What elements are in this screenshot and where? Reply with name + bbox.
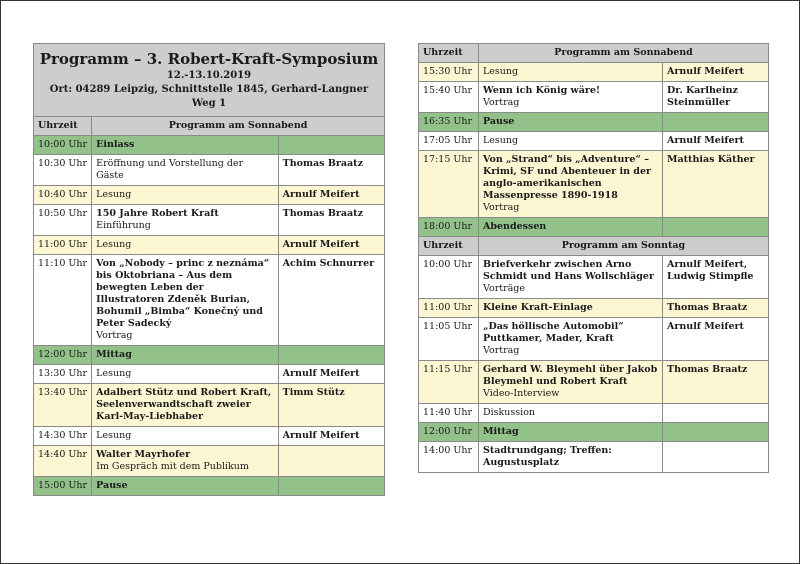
schedule-row — [419, 218, 769, 237]
schedule-time: 11:15 Uhr — [419, 361, 479, 404]
schedule-row — [34, 446, 385, 477]
schedule-row — [34, 205, 385, 236]
time-column-header: Uhrzeit — [419, 44, 479, 63]
schedule-time: 10:00 Uhr — [419, 256, 479, 299]
schedule-row — [34, 365, 385, 384]
schedule-item — [479, 82, 663, 113]
schedule-item — [479, 442, 663, 473]
schedule-time: 11:00 Uhr — [34, 236, 92, 255]
schedule-item-type: Vortrag — [483, 97, 520, 108]
schedule-speaker: Thomas Braatz — [278, 205, 384, 236]
schedule-row — [34, 427, 385, 446]
schedule-item — [92, 365, 279, 384]
schedule-time: 15:40 Uhr — [419, 82, 479, 113]
schedule-time: 11:10 Uhr — [34, 255, 92, 346]
schedule-row — [34, 186, 385, 205]
schedule-item-title: Mittag — [96, 349, 132, 360]
schedule-item-title: Pause — [483, 116, 515, 127]
schedule-time: 14:00 Uhr — [419, 442, 479, 473]
schedule-item — [92, 255, 279, 346]
schedule-speaker: Arnulf Meifert, Ludwig Stimpfle — [663, 256, 769, 299]
schedule-item-title: Gerhard W. Bleymehl über Jakob Bleymehl und Robert Kraft — [483, 364, 658, 387]
schedule-item — [92, 384, 279, 427]
schedule-row — [419, 299, 769, 318]
schedule-row — [419, 82, 769, 113]
schedule-row — [34, 477, 385, 496]
schedule-row — [34, 136, 385, 155]
schedule-item-title: Diskussion — [483, 407, 536, 418]
schedule-row — [34, 384, 385, 427]
schedule-speaker: Thomas Braatz — [663, 361, 769, 404]
schedule-speaker: Arnulf Meifert — [663, 132, 769, 151]
schedule-item — [479, 218, 663, 237]
schedule-row — [34, 255, 385, 346]
schedule-item-type: Vorträge — [483, 283, 525, 294]
table-header-sunday — [419, 237, 769, 256]
schedule-item-title: Mittag — [483, 426, 519, 437]
schedule-time: 10:50 Uhr — [34, 205, 92, 236]
schedule-time: 16:35 Uhr — [419, 113, 479, 132]
schedule-item — [92, 186, 279, 205]
schedule-item-type: Einführung — [96, 220, 151, 231]
schedule-item-type: Vortrag — [96, 330, 133, 341]
schedule-item — [92, 236, 279, 255]
schedule-item-title: Lesung — [483, 66, 519, 77]
schedule-row — [419, 318, 769, 361]
schedule-speaker: Achim Schnurrer — [278, 255, 384, 346]
schedule-row — [419, 442, 769, 473]
schedule-item — [479, 63, 663, 82]
schedule-item-type: Im Gespräch mit dem Publikum — [96, 461, 249, 472]
schedule-time: 10:40 Uhr — [34, 186, 92, 205]
schedule-time: 18:00 Uhr — [419, 218, 479, 237]
schedule-speaker: Timm Stütz — [278, 384, 384, 427]
event-dates: 12.-13.10.2019 — [166, 70, 252, 81]
schedule-row — [419, 63, 769, 82]
schedule-item-title: Lesung — [483, 135, 519, 146]
schedule-speaker: Arnulf Meifert — [278, 186, 384, 205]
program-title-block — [34, 44, 385, 117]
schedule-time: 17:15 Uhr — [419, 151, 479, 218]
schedule-speaker — [278, 477, 384, 496]
schedule-item-title: „Das höllische Automobil“ Puttkamer, Mader, Kraft — [483, 321, 624, 344]
table-header-saturday — [34, 117, 385, 136]
schedule-item-title: Von „Nobody – princ z neznáma“ bis Oktobriana – Aus dem bewegten Leben der Illustratoren Zdeněk Burian, Bohumil „Bimba“ Konečný und Peter Sadecký — [96, 258, 270, 329]
schedule-item — [92, 477, 279, 496]
schedule-item-title: Lesung — [96, 430, 132, 441]
schedule-item-title: Adalbert Stütz und Robert Kraft, Seelenverwandtschaft zweier Karl-May-Liebhaber — [96, 387, 272, 422]
schedule-item-title: Briefverkehr zwischen Arno Schmidt und Hans Wollschläger — [483, 259, 654, 282]
schedule-item-type: Video-Interview — [483, 388, 560, 399]
schedule-item — [479, 151, 663, 218]
schedule-speaker — [278, 346, 384, 365]
schedule-item-title: Lesung — [96, 189, 132, 200]
schedule-time: 17:05 Uhr — [419, 132, 479, 151]
schedule-item-title: 150 Jahre Robert Kraft — [96, 208, 219, 219]
schedule-speaker: Arnulf Meifert — [663, 318, 769, 361]
schedule-row — [34, 236, 385, 255]
schedule-time: 15:30 Uhr — [419, 63, 479, 82]
schedule-item-title: Von „Strand“ bis „Adventure“ – Krimi, SF und Abenteuer in der anglo-amerikanischen Massenpresse 1890-1918 — [483, 154, 651, 201]
schedule-speaker — [278, 446, 384, 477]
saturday-column-header: Programm am Sonnabend — [92, 117, 385, 136]
schedule-item — [92, 205, 279, 236]
schedule-item — [479, 132, 663, 151]
schedule-speaker: Arnulf Meifert — [278, 236, 384, 255]
schedule-time: 11:05 Uhr — [419, 318, 479, 361]
schedule-speaker — [663, 218, 769, 237]
schedule-item-title: Abendessen — [483, 221, 547, 232]
schedule-item — [479, 299, 663, 318]
schedule-row — [34, 155, 385, 186]
schedule-row — [419, 404, 769, 423]
schedule-time: 10:30 Uhr — [34, 155, 92, 186]
schedule-speaker: Arnulf Meifert — [663, 63, 769, 82]
schedule-item-title: Einlass — [96, 139, 135, 150]
schedule-row — [34, 346, 385, 365]
schedule-item-title: Wenn ich König wäre! — [483, 85, 601, 96]
schedule-time: 14:30 Uhr — [34, 427, 92, 446]
schedule-item-title: Lesung — [96, 368, 132, 379]
event-location: Ort: 04289 Leipzig, Schnittstelle 1845, Gerhard-Langner Weg 1 — [49, 84, 369, 109]
schedule-item — [92, 136, 279, 155]
schedule-row — [419, 132, 769, 151]
program-table-right — [418, 43, 769, 473]
schedule-time: 10:00 Uhr — [34, 136, 92, 155]
schedule-time: 13:40 Uhr — [34, 384, 92, 427]
schedule-speaker — [663, 442, 769, 473]
schedule-speaker: Matthias Käther — [663, 151, 769, 218]
page-title: Programm – 3. Robert-Kraft-Symposium — [39, 50, 379, 68]
schedule-item-title: Stadtrundgang; Treffen: Augustusplatz — [483, 445, 612, 468]
sunday-column-header: Programm am Sonntag — [479, 237, 769, 256]
schedule-item — [479, 423, 663, 442]
schedule-item-title: Eröffnung und Vorstellung der Gäste — [96, 158, 244, 181]
schedule-time: 13:30 Uhr — [34, 365, 92, 384]
schedule-row — [419, 256, 769, 299]
schedule-time: 11:40 Uhr — [419, 404, 479, 423]
time-column-header: Uhrzeit — [34, 117, 92, 136]
schedule-time: 12:00 Uhr — [419, 423, 479, 442]
table-header-saturday-cont — [419, 44, 769, 63]
schedule-time: 11:00 Uhr — [419, 299, 479, 318]
schedule-item — [479, 256, 663, 299]
schedule-speaker — [663, 423, 769, 442]
schedule-speaker — [278, 136, 384, 155]
schedule-speaker — [663, 113, 769, 132]
program-table-left — [33, 43, 385, 496]
schedule-item — [92, 155, 279, 186]
schedule-item-type: Vortrag — [483, 345, 520, 356]
saturday-column-header: Programm am Sonnabend — [479, 44, 769, 63]
schedule-item — [92, 446, 279, 477]
schedule-item-type: Vortrag — [483, 202, 520, 213]
schedule-time: 15:00 Uhr — [34, 477, 92, 496]
schedule-item — [92, 346, 279, 365]
schedule-item-title: Lesung — [96, 239, 132, 250]
schedule-time: 14:40 Uhr — [34, 446, 92, 477]
schedule-item — [479, 113, 663, 132]
schedule-speaker: Dr. Karlheinz Steinmüller — [663, 82, 769, 113]
schedule-row — [419, 113, 769, 132]
schedule-item — [479, 361, 663, 404]
time-column-header: Uhrzeit — [419, 237, 479, 256]
schedule-speaker: Arnulf Meifert — [278, 365, 384, 384]
schedule-row — [419, 423, 769, 442]
schedule-time: 12:00 Uhr — [34, 346, 92, 365]
schedule-item — [92, 427, 279, 446]
schedule-row — [419, 151, 769, 218]
schedule-item-title: Walter Mayrhofer — [96, 449, 191, 460]
schedule-item-title: Pause — [96, 480, 128, 491]
schedule-speaker: Thomas Braatz — [663, 299, 769, 318]
schedule-speaker: Thomas Braatz — [278, 155, 384, 186]
schedule-speaker — [663, 404, 769, 423]
schedule-item — [479, 318, 663, 361]
schedule-item — [479, 404, 663, 423]
schedule-item-title: Kleine Kraft-Einlage — [483, 302, 593, 313]
schedule-row — [419, 361, 769, 404]
schedule-speaker: Arnulf Meifert — [278, 427, 384, 446]
